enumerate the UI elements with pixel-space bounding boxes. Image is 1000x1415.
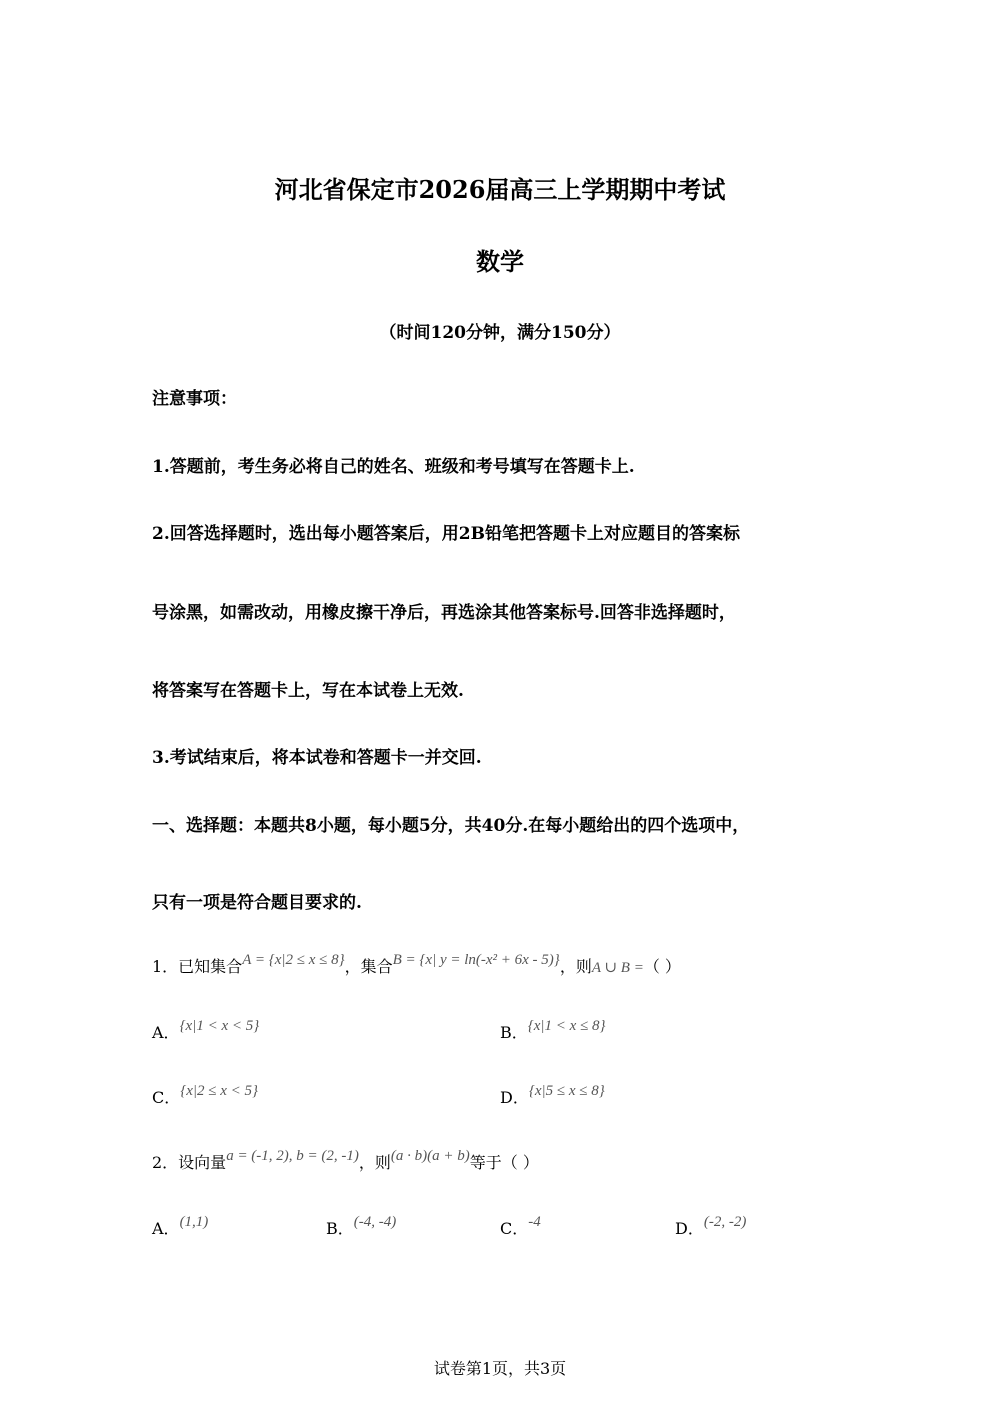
note-item-1: 1.答题前，考生务必将自己的姓名、班级和考号填写在答题卡上. bbox=[152, 457, 635, 477]
option-label: C． bbox=[152, 1088, 181, 1107]
option-value: (-2, -2) bbox=[703, 1214, 747, 1230]
question-1-suffix: ，则 bbox=[559, 957, 592, 976]
question-2-option-b bbox=[326, 1216, 396, 1239]
question-2-option-c bbox=[500, 1216, 541, 1239]
question-2-option-d bbox=[675, 1216, 746, 1239]
question-1-set-b: B = {x| y = ln(-x² + 6x - 5)} bbox=[392, 952, 560, 968]
option-label: A． bbox=[152, 1023, 180, 1042]
question-2-prefix: 2．设向量 bbox=[152, 1153, 227, 1172]
question-1 bbox=[152, 954, 681, 977]
question-1-option-a bbox=[152, 1020, 259, 1043]
option-value: {x|1 < x < 5} bbox=[179, 1018, 260, 1034]
option-label: C． bbox=[500, 1219, 529, 1238]
question-1-option-d bbox=[500, 1085, 605, 1108]
subject-title: 数学 bbox=[476, 247, 524, 276]
time-info: （时间120分钟，满分150分） bbox=[379, 323, 621, 343]
notes-heading: 注意事项： bbox=[152, 389, 237, 409]
question-2-mid: ，则 bbox=[358, 1153, 391, 1172]
question-2-option-a bbox=[152, 1216, 208, 1239]
exam-title: 河北省保定市2026届高三上学期期中考试 bbox=[274, 175, 726, 204]
question-2 bbox=[152, 1150, 539, 1173]
question-1-expression: A ∪ B = bbox=[591, 960, 644, 976]
question-1-option-b bbox=[500, 1020, 606, 1043]
option-value: -4 bbox=[528, 1214, 541, 1230]
section-1-heading-line-2: 只有一项是符合题目要求的. bbox=[152, 893, 362, 913]
page-footer: 试卷第1页，共3页 bbox=[433, 1359, 567, 1378]
option-label: D． bbox=[675, 1219, 704, 1238]
question-1-prefix: 1．已知集合 bbox=[152, 957, 243, 976]
note-item-2-line-2: 号涂黑，如需改动，用橡皮擦干净后，再选涂其他答案标号.回答非选择题时， bbox=[152, 603, 736, 623]
section-1-heading-line-1: 一、选择题：本题共8小题，每小题5分，共40分.在每小题给出的四个选项中， bbox=[152, 816, 750, 836]
option-value: (1,1) bbox=[179, 1214, 209, 1230]
question-2-expression: (a · b)(a + b) bbox=[390, 1148, 470, 1164]
option-label: B． bbox=[326, 1219, 354, 1238]
question-1-mid: ，集合 bbox=[344, 957, 393, 976]
option-label: D． bbox=[500, 1088, 529, 1107]
note-item-2-line-3: 将答案写在答题卡上，写在本试卷上无效. bbox=[152, 681, 464, 701]
option-value: {x|5 ≤ x ≤ 8} bbox=[528, 1083, 605, 1099]
question-2-vectors: a = (-1, 2), b = (2, -1) bbox=[226, 1148, 359, 1164]
note-item-3: 3.考试结束后，将本试卷和答题卡一并交回. bbox=[152, 748, 482, 768]
option-value: (-4, -4) bbox=[353, 1214, 397, 1230]
note-item-2-line-1: 2.回答选择题时，选出每小题答案后，用2B铅笔把答题卡上对应题目的答案标 bbox=[152, 524, 740, 544]
question-2-suffix: 等于（ ） bbox=[469, 1153, 539, 1172]
option-value: {x|1 < x ≤ 8} bbox=[527, 1018, 606, 1034]
option-value: {x|2 ≤ x < 5} bbox=[180, 1083, 259, 1099]
option-label: B． bbox=[500, 1023, 528, 1042]
question-1-option-c bbox=[152, 1085, 258, 1108]
question-1-set-a: A = {x|2 ≤ x ≤ 8} bbox=[242, 952, 345, 968]
option-label: A． bbox=[152, 1219, 180, 1238]
question-1-answer-paren: （ ） bbox=[643, 957, 681, 976]
